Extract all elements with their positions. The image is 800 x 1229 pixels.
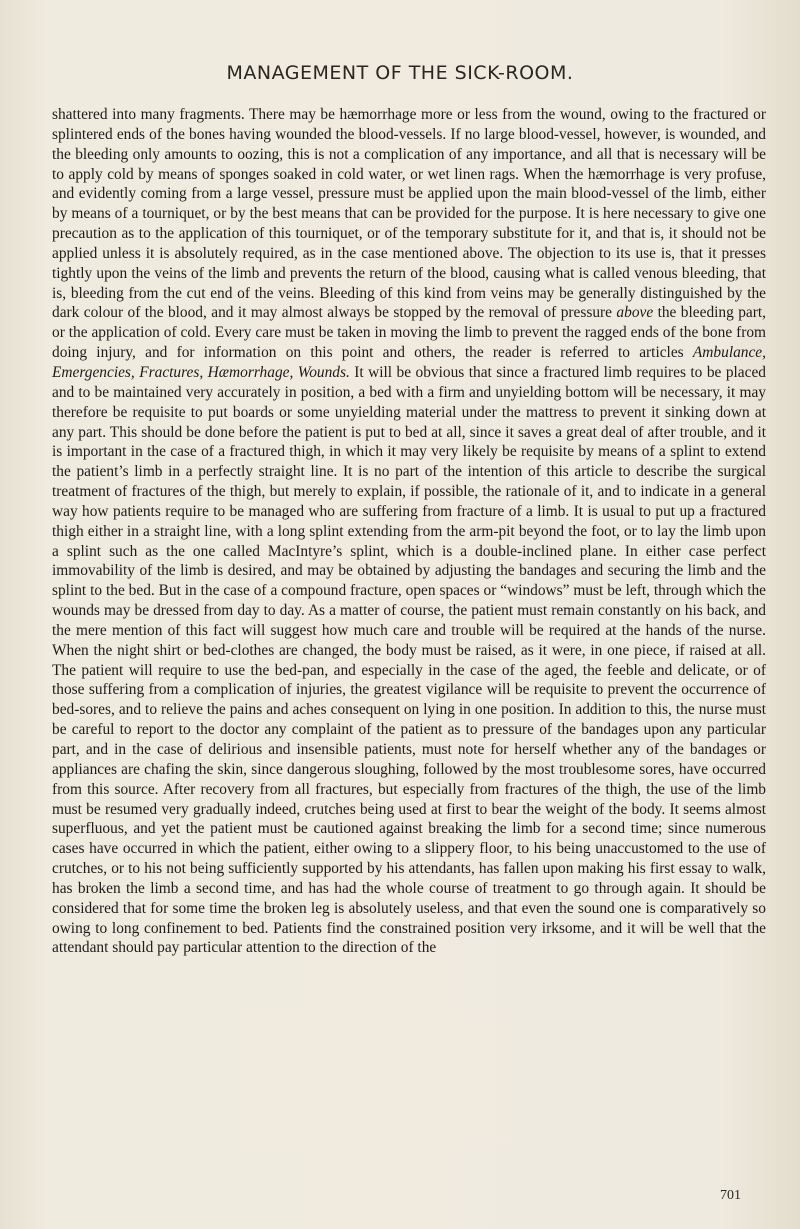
text-segment-3: It will be obvious that since a fractured limb requires to be placed and to be maintained very accurately in position, a bed with a firm and unyielding bottom will be necessary, it may therefore be requisite to put boards or some unyielding material under the mattress to prevent it sinking down at any part. This should be done before the patient is put to bed at all, since it saves a great deal of after trouble, and it is important in the case of a fractured thigh, in which it may very likely be requisite by means of a splint to extend the patient’s limb in a perfectly straight line. It is no part of the intention of this article to describe the surgical treatment of fractures of the thigh, but merely to explain, if possible, the rationale of it, and to indicate in a general way how patients require to be managed who are suffering from fracture of a limb. It is usual to put up a fractured thigh either in a straight line, with a long splint extending from the arm-pit beyond the foot, or to lay the limb upon a splint such as the one called MacIntyre’s splint, which is a double-inclined plane. In either case perfect immovability of the limb is desired, and may be obtained by adjusting the bandages and securing the limb and the splint to the bed. But in the case of a compound fracture, open spaces or “windows” must be left, through which the wounds may be dressed from day to day. As a matter of course, the patient must remain constantly on his back, and the mere mention of this fact will suggest how much care and trouble will be required at the hands of the nurse. When the night shirt or bed-clothes are changed, the body must be raised, as it were, in one piece, if raised at all. The patient will require to use the bed-pan, and especially in the case of the aged, the feeble and delicate, or of those suffering from a complication of injuries, the greatest vigilance will be requisite to prevent the occurrence of bed-sores, and to relieve the pains and aches consequent on lying in one position. In addition to this, the nurse must be careful to report to the doctor any complaint of the patient as to pressure of the bandages upon any particular part, and in the case of delirious and insensible patients, must note for herself whether any of the bandages or appliances are chafing the skin, since dangerous sloughing, followed by the most troublesome sores, have occurred from this source. After recovery from all fractures, but especially from fractures of the thigh, the use of the limb must be resumed very gradually indeed, crutches being used at first to bear the weight of the body. It seems almost superfluous, and yet the patient must be cautioned against breaking the limb for a second time; since numerous cases have occurred in which the patient, either owing to a slippery floor, to his being unaccustomed to the use of crutches, or to his not being sufficiently supported by his attendants, has fallen upon making his first essay to walk, has broken the limb a second time, and has had the whole course of treatment to go through again. It should be considered that for some time the broken leg is absolutely useless, and that even the sound one is comparatively so owing to long confinement to bed. Patients find the constrained position very irksome, and it will be well that the attendant should pay particular attention to the direction of the (52, 363, 766, 957)
text-segment-2: the bleeding part, or the application of cold. Every care must be taken in moving the limb to prevent the ragged ends of the bone from doing injury, and for information on this point and others, the reader is referred to articles (52, 304, 766, 362)
page-number: 701 (720, 1188, 741, 1203)
italic-article-references: Ambulance, Emergencies, Fractures, Hæmorrhage, Wounds. (52, 344, 766, 381)
italic-above: above (616, 304, 654, 322)
body-paragraph (52, 105, 766, 958)
text-segment-1: shattered into many fragments. There may be hæmorrhage more or less from the wound, owing to the fractured or splintered ends of the bones having wounded the blood-vessels. If no large blood-vessel, however, is wounded, and the bleeding only amounts to oozing, this is not a complication of any importance, and all that is necessary will be to apply cold by means of sponges soaked in cold water, or wet linen rags. When the hæmorrhage is very profuse, and evidently coming from a large vessel, pressure must be applied upon the main blood-vessel of the limb, either by means of a tourniquet, or by the best means that can be provided for the purpose. It is here necessary to give one precaution as to the application of this tourniquet, or of the temporary substitute for it, and that is, it should not be applied unless it is absolutely required, as in the case mentioned above. The objection to its use is, that it presses tightly upon the veins of the limb and prevents the return of the blood, causing what is called venous bleeding, that is, bleeding from the cut end of the veins. Bleeding of this kind from veins may be generally distinguished by the dark colour of the blood, and it may almost always be stopped by the removal of pressure (52, 106, 766, 322)
running-header: MANAGEMENT OF THE SICK-ROOM. (226, 62, 574, 84)
